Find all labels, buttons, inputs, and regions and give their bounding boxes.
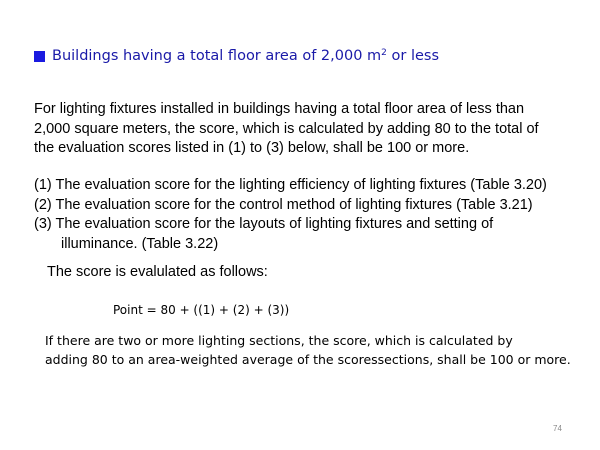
slide-heading xyxy=(34,48,439,64)
intro-paragraph xyxy=(34,100,574,159)
intro-line: 2,000 square meters, the score, which is calculated by adding 80 to the total of xyxy=(34,120,539,137)
bullet-square-icon xyxy=(34,51,45,62)
evaluation-list xyxy=(34,176,579,254)
heading-text: Buildings having a total floor area of 2,000 $m^2$ or less xyxy=(52,48,439,64)
intro-line: the evaluation scores listed in (1) to (3) below, shall be 100 or more. xyxy=(34,140,470,156)
list-item: (1) The evaluation score for the lighting efficiency of lighting fixtures (Table 3.20) xyxy=(34,177,547,193)
list-item: (3) The evaluation score for the layouts of lighting fixtures and setting of xyxy=(34,216,494,232)
score-intro: The score is evalulated as follows: xyxy=(47,264,268,280)
multi-section-note xyxy=(45,331,585,369)
page-number: 74 xyxy=(553,424,562,433)
intro-line: For lighting fixtures installed in buildings having a total floor area of less than xyxy=(34,101,525,117)
score-formula: Point = 80 + ((1) + (2) + (3)) xyxy=(113,303,290,317)
list-item-continuation: illuminance. (Table 3.22) xyxy=(61,235,219,252)
note-line: If there are two or more lighting sections, the score, which is calculated by xyxy=(45,333,513,348)
list-item: (2) The evaluation score for the control method of lighting fixtures (Table 3.21) xyxy=(34,196,533,213)
note-line: adding 80 to an area-weighted average of the scoressections, shall be 100 or more. xyxy=(45,352,571,367)
